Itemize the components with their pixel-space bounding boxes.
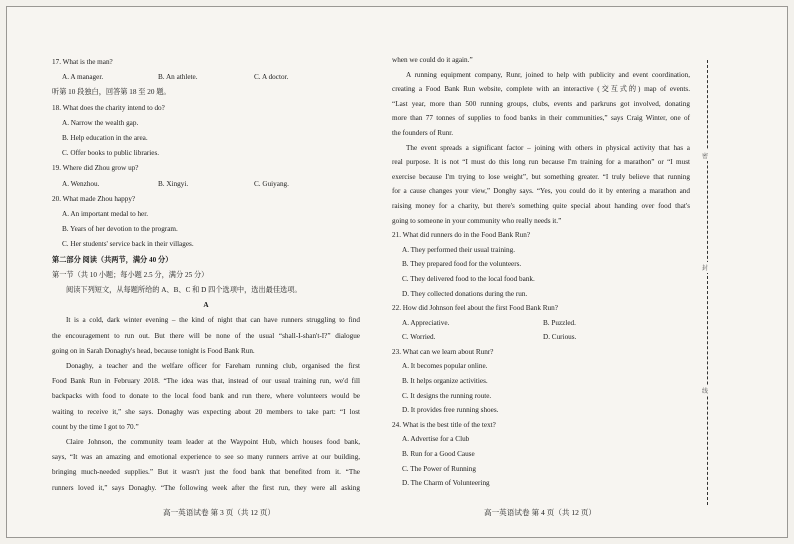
answer-options xyxy=(52,70,360,85)
instructions: 阅读下列短文，从每题所给的 A、B、C 和 D 四个选项中，选出最佳选项。 xyxy=(66,286,302,295)
text-line: the founders of Runr. xyxy=(392,128,454,137)
answer-option: D. Curious. xyxy=(543,333,577,342)
answer-option: C. It designs the running route. xyxy=(402,391,492,400)
answer-option: A. An important medal to her. xyxy=(62,210,149,219)
answer-option: B. They prepared food for the volunteers. xyxy=(402,260,522,269)
binding-mark: 封 xyxy=(702,262,708,273)
answer-option: C. They delivered food to the local food bank. xyxy=(402,274,535,283)
section-heading: 第二部分 阅读（共两节，满分 40 分） xyxy=(52,255,173,264)
paragraph-line: for a cause changes your view,” Donghy says. “Yes, you could do it by entering a marathon and xyxy=(392,187,690,196)
question: 17. What is the man? xyxy=(52,58,113,66)
paragraph-line: Claire Johnson, the community team leader at the Waypoint Hub, which houses food bank, xyxy=(66,438,360,447)
answer-option: B. Xingyi. xyxy=(158,179,189,188)
question: 21. What did runners do in the Food Bank Run? xyxy=(392,231,531,240)
paragraph-line: “Last year, more than 500 running groups, clubs, events and parkruns got involved, donating xyxy=(392,99,690,108)
text-line: when we could do it again.” xyxy=(392,56,473,64)
answer-option: B. Run for a Good Cause xyxy=(402,450,475,459)
answer-option: B. An athlete. xyxy=(158,73,198,82)
answer-option: C. Worried. xyxy=(402,333,436,342)
paragraph-line: real purpose. It is not “I must do this long run because I'm training for a marathon” or “I must xyxy=(392,158,690,167)
paragraph-line: says, “It was an amazing and emotional experience to see so many runners arrive at our building, xyxy=(52,453,360,462)
paragraph-line: Food Bank Run in February 2018. “The idea was that, instead of our usual training run, we'd fill xyxy=(52,377,360,386)
answer-options xyxy=(392,330,690,345)
paragraph-line: the encouragement to run out. But there will be none of the usual “shall-I-shan't-I?” dialogue xyxy=(52,331,360,340)
answer-option: B. Years of her devotion to the program. xyxy=(62,225,178,234)
paragraph-line: bringing much-needed supplies.” But it wasn't just the food bank that benefited from it. “The xyxy=(52,468,360,477)
answer-option: A. Narrow the wealth gap. xyxy=(62,118,139,127)
question: 20. What made Zhou happy? xyxy=(52,194,136,203)
answer-option: C. Guiyang. xyxy=(254,179,289,188)
paragraph-line: raising money for a charity, but there's something quite special about handing over food that's xyxy=(392,201,690,210)
answer-option: A. It becomes popular online. xyxy=(402,362,488,371)
answer-option: C. The Power of Running xyxy=(402,464,476,473)
answer-option: C. Offer books to public libraries. xyxy=(62,149,160,158)
answer-option: D. They collected donations during the run. xyxy=(402,289,528,298)
question: 23. What can we learn about Runr? xyxy=(392,347,494,356)
paragraph-line: Donaghy, a teacher and the welfare officer for Fareham running club, organised the first xyxy=(66,362,360,371)
answer-option: B. Help education in the area. xyxy=(62,134,148,143)
answer-option: C. Her students' service back in their villages. xyxy=(62,240,194,249)
paragraph-line: It is a cold, dark winter evening – the kind of night that can have runners struggling to find xyxy=(66,316,360,325)
answer-option: A. A manager. xyxy=(62,73,104,82)
passage-label: A xyxy=(203,301,209,310)
paragraph-line: exercise because I'm trying to lose weight”, but something greater. “I truly believe that running xyxy=(392,172,690,181)
answer-options xyxy=(52,177,360,192)
left-column xyxy=(52,55,360,496)
paragraph-line: The event spreads a significant factor – joining with others in physical activity that has a xyxy=(406,143,690,152)
page-footer-left: 高一英语试卷 第 3 页（共 12 页） xyxy=(163,508,276,517)
binding-mark: 密 xyxy=(702,150,708,161)
question: 22. How did Johnson feel about the first Food Bank Run? xyxy=(392,304,558,313)
paragraph-line: runners loved it,” says Donaghy. “The following week after the first run, they were all asking xyxy=(52,483,360,492)
answer-option: D. It provides free running shoes. xyxy=(402,406,499,415)
answer-option: A. Appreciative. xyxy=(402,318,450,327)
answer-option: B. It helps organize activities. xyxy=(402,377,488,386)
text-line: 听第 10 段独白，回答第 18 至 20 题。 xyxy=(52,88,171,97)
binding-mark: 线 xyxy=(702,385,708,396)
binding-line xyxy=(707,60,708,505)
paragraph-line: more than 77 tonnes of supplies to food banks in their communities,” says Craig Winter, one of xyxy=(392,114,690,123)
question: 19. Where did Zhou grow up? xyxy=(52,164,139,173)
question: 18. What does the charity intend to do? xyxy=(52,103,165,112)
text-line: going to someone in your community who really needs it.” xyxy=(392,216,562,225)
answer-options xyxy=(392,316,690,331)
text-line: 第一节（共 10 小题；每小题 2.5 分，满分 25 分） xyxy=(52,270,209,279)
page-footer-right: 高一英语试卷 第 4 页（共 12 页） xyxy=(484,508,597,517)
answer-option: B. Puzzled. xyxy=(543,318,576,327)
answer-option: A. Wenzhou. xyxy=(62,179,100,188)
paragraph-line: creating a Food Bank Run website, complete with an interactive (交互式的) map of events. xyxy=(392,85,690,94)
paragraph-line: A running equipment company, Runr, joined to help with publicity and event coordination, xyxy=(406,70,690,79)
text-line: going on in Sarah Donaghy's head, because tonight is Food Bank Run. xyxy=(52,346,255,355)
paragraph-line: backpacks with food to donate to the local food bank and run there, where volunteers would be xyxy=(52,392,360,401)
answer-option: A. They performed their usual training. xyxy=(402,245,516,254)
paragraph-line: waiting to receive it,” she says. Donaghy was expecting about 20 members to take part: “I lost xyxy=(52,407,360,416)
answer-option: D. The Charm of Volunteering xyxy=(402,479,490,488)
answer-option: A. Advertise for a Club xyxy=(402,435,470,444)
question: 24. What is the best title of the text? xyxy=(392,420,496,429)
answer-option: C. A doctor. xyxy=(254,73,289,82)
right-column xyxy=(392,53,690,491)
text-line: count by the time I got to 70.” xyxy=(52,422,139,431)
